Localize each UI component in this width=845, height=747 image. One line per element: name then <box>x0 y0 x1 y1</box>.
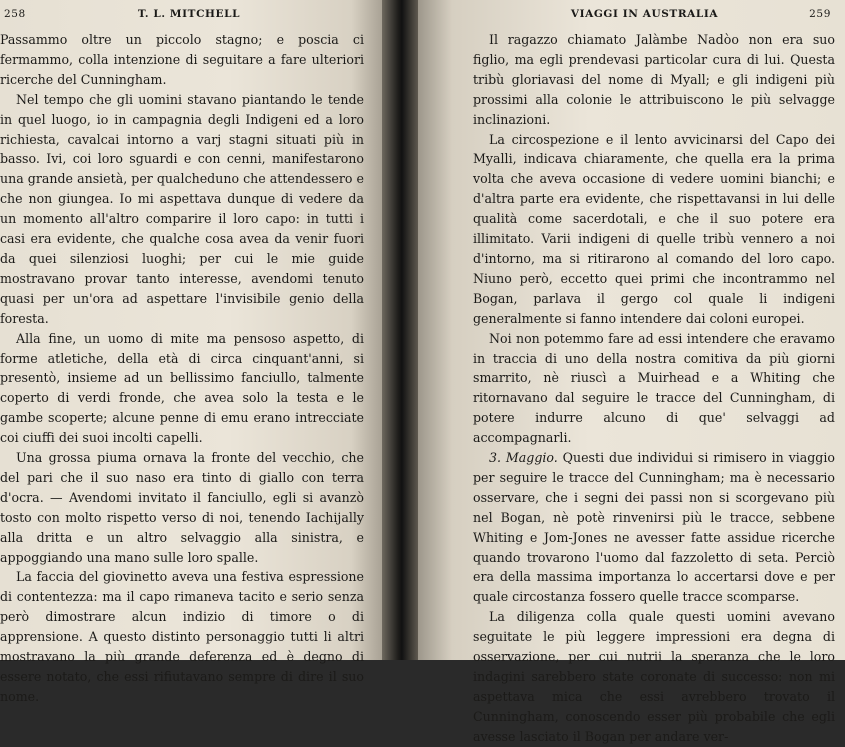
right-page-header-title: VIAGGI IN AUSTRALIA <box>570 8 719 20</box>
paragraph-text: Questi due individui si rimisero in viaggio per seguire le tracce del Cunningham; ma è necessario osservare, che i segni dei passi non si scorgevano più nel Bogan, nè potè rinvenirsi più le tracce, sebbene Whiting e Jom-Jones ne avesser fatte assidue ricerche quando trovarono l'uomo dal fazzoletto di seta. Perciò era della massima importanza lo accertarsi dove e per quale circostanza fossero quelle tracce scomparse. <box>473 450 835 605</box>
right-page <box>418 0 845 744</box>
paragraph: Una grossa piuma ornava la fronte del vecchio, che del pari che il suo naso era tinto di giallo con terra d'ocra. — Avendomi invitato il fanciullo, egli si avanzò tosto con molto rispetto verso di noi, tenendo Iachijally alla dritta e un altro selvaggio alla sinistra, e appoggiando una mano sulle loro spalle. <box>0 450 364 565</box>
right-running-head <box>458 8 831 24</box>
left-running-head <box>4 8 374 24</box>
paragraph: La circospezione e il lento avvicinarsi del Capo dei Myalli, indicava chiaramente, che quella era la prima volta che aveva occasione di vedere uomini bianchi; e d'altra parte era evidente, che rispettavansi in lui delle qualità come sacerdotali, e che il suo potere era illimitato. Varii indigeni di quelle tribù vennero a noi d'intorno, ma si ritirarono al comando del loro capo. Niuno però, eccetto quei primi che incontrammo nel Bogan, parlava il gergo col quale li indigeni generalmente si fanno intendere dai coloni europei. <box>473 131 835 326</box>
paragraph: Alla fine, un uomo di mite ma pensoso aspetto, di forme atletiche, della età di circa cinquant'anni, si presentò, insieme ad un bellissimo fanciullo, talmente coperto di verdi fronde, che avea solo la testa e le gambe scoperte; alcune penne di emu erano intrecciate coi ciuffi dei suoi incolti capelli. <box>0 330 364 446</box>
right-page-body <box>473 30 835 747</box>
paragraph: Noi non potemmo fare ad essi intendere che eravamo in traccia di uno della nostra comitiva da più giorni smarrito, nè riuscì a Muirhead e a Whiting che ritornavano dal seguire le tracce del Cunningham, di potere indurre alcuno di que' selvaggi ad accompagnarli. <box>473 330 835 446</box>
left-page <box>0 0 382 704</box>
book-gutter <box>382 0 418 660</box>
dated-paragraph <box>473 448 835 607</box>
left-page-body <box>0 30 364 707</box>
paragraph: Passammo oltre un piccolo stagno; e poscia ci fermammo, colla intenzione di seguitare a fare ulteriori ricerche del Cunningham. <box>0 32 364 87</box>
paragraph: Il ragazzo chiamato Jalàmbe Nadòo non era suo figlio, ma egli prendevasi particolar cura di lui. Questa tribù gloriavasi del nome di Myall; e gli indigeni più prossimi alla colonie le attribuiscono le più selvagge inclinazioni. <box>473 32 835 127</box>
right-page-number: 259 <box>809 8 831 20</box>
left-page-number: 258 <box>4 8 26 20</box>
paragraph: La faccia del giovinetto aveva una festiva espressione di contentezza: ma il capo rimaneva tacito e serio senza però dimostrare alcun indizio di timore o di apprensione. A questo distinto personaggio tutti li altri mostravano la più grande deferenza ed è degno di essere notato, che essi rifiutavano sempre di dire il suo nome. <box>0 569 364 704</box>
paragraph: Nel tempo che gli uomini stavano piantando le tende in quel luogo, io in campagnia degli Indigeni ed a loro richiesta, cavalcai intorno a varj stagni situati più in basso. Ivi, coi loro sguardi e con cenni, manifestarono una grande ansietà, per qualcheduno che attendessero e che non giungea. Io mi aspettava dunque di vedere da un momento all'altro comparire il loro capo: in tutti i casi era evidente, che qualche cosa avea da venir fuori da quei silenziosi luoghi; per cui le mie guide mostravano provar tanto interesse, avendomi tenuto quasi per un'ora ad aspettare l'invisibile genio della foresta. <box>0 91 364 326</box>
date-label: 3. Maggio. <box>489 450 558 466</box>
left-page-header-title: T. L. MITCHELL <box>137 8 241 20</box>
paragraph: La diligenza colla quale questi uomini avevano seguitate le più leggere impressioni era degna di osservazione, per cui nutrii la speranza che le loro indagini sarebbero state coronate di successo: non mi aspettava mica che essi avrebbero trovato il Cunningham, conoscendo esser più probabile che egli avesse lasciato il Bogan per andare ver- <box>473 609 835 744</box>
